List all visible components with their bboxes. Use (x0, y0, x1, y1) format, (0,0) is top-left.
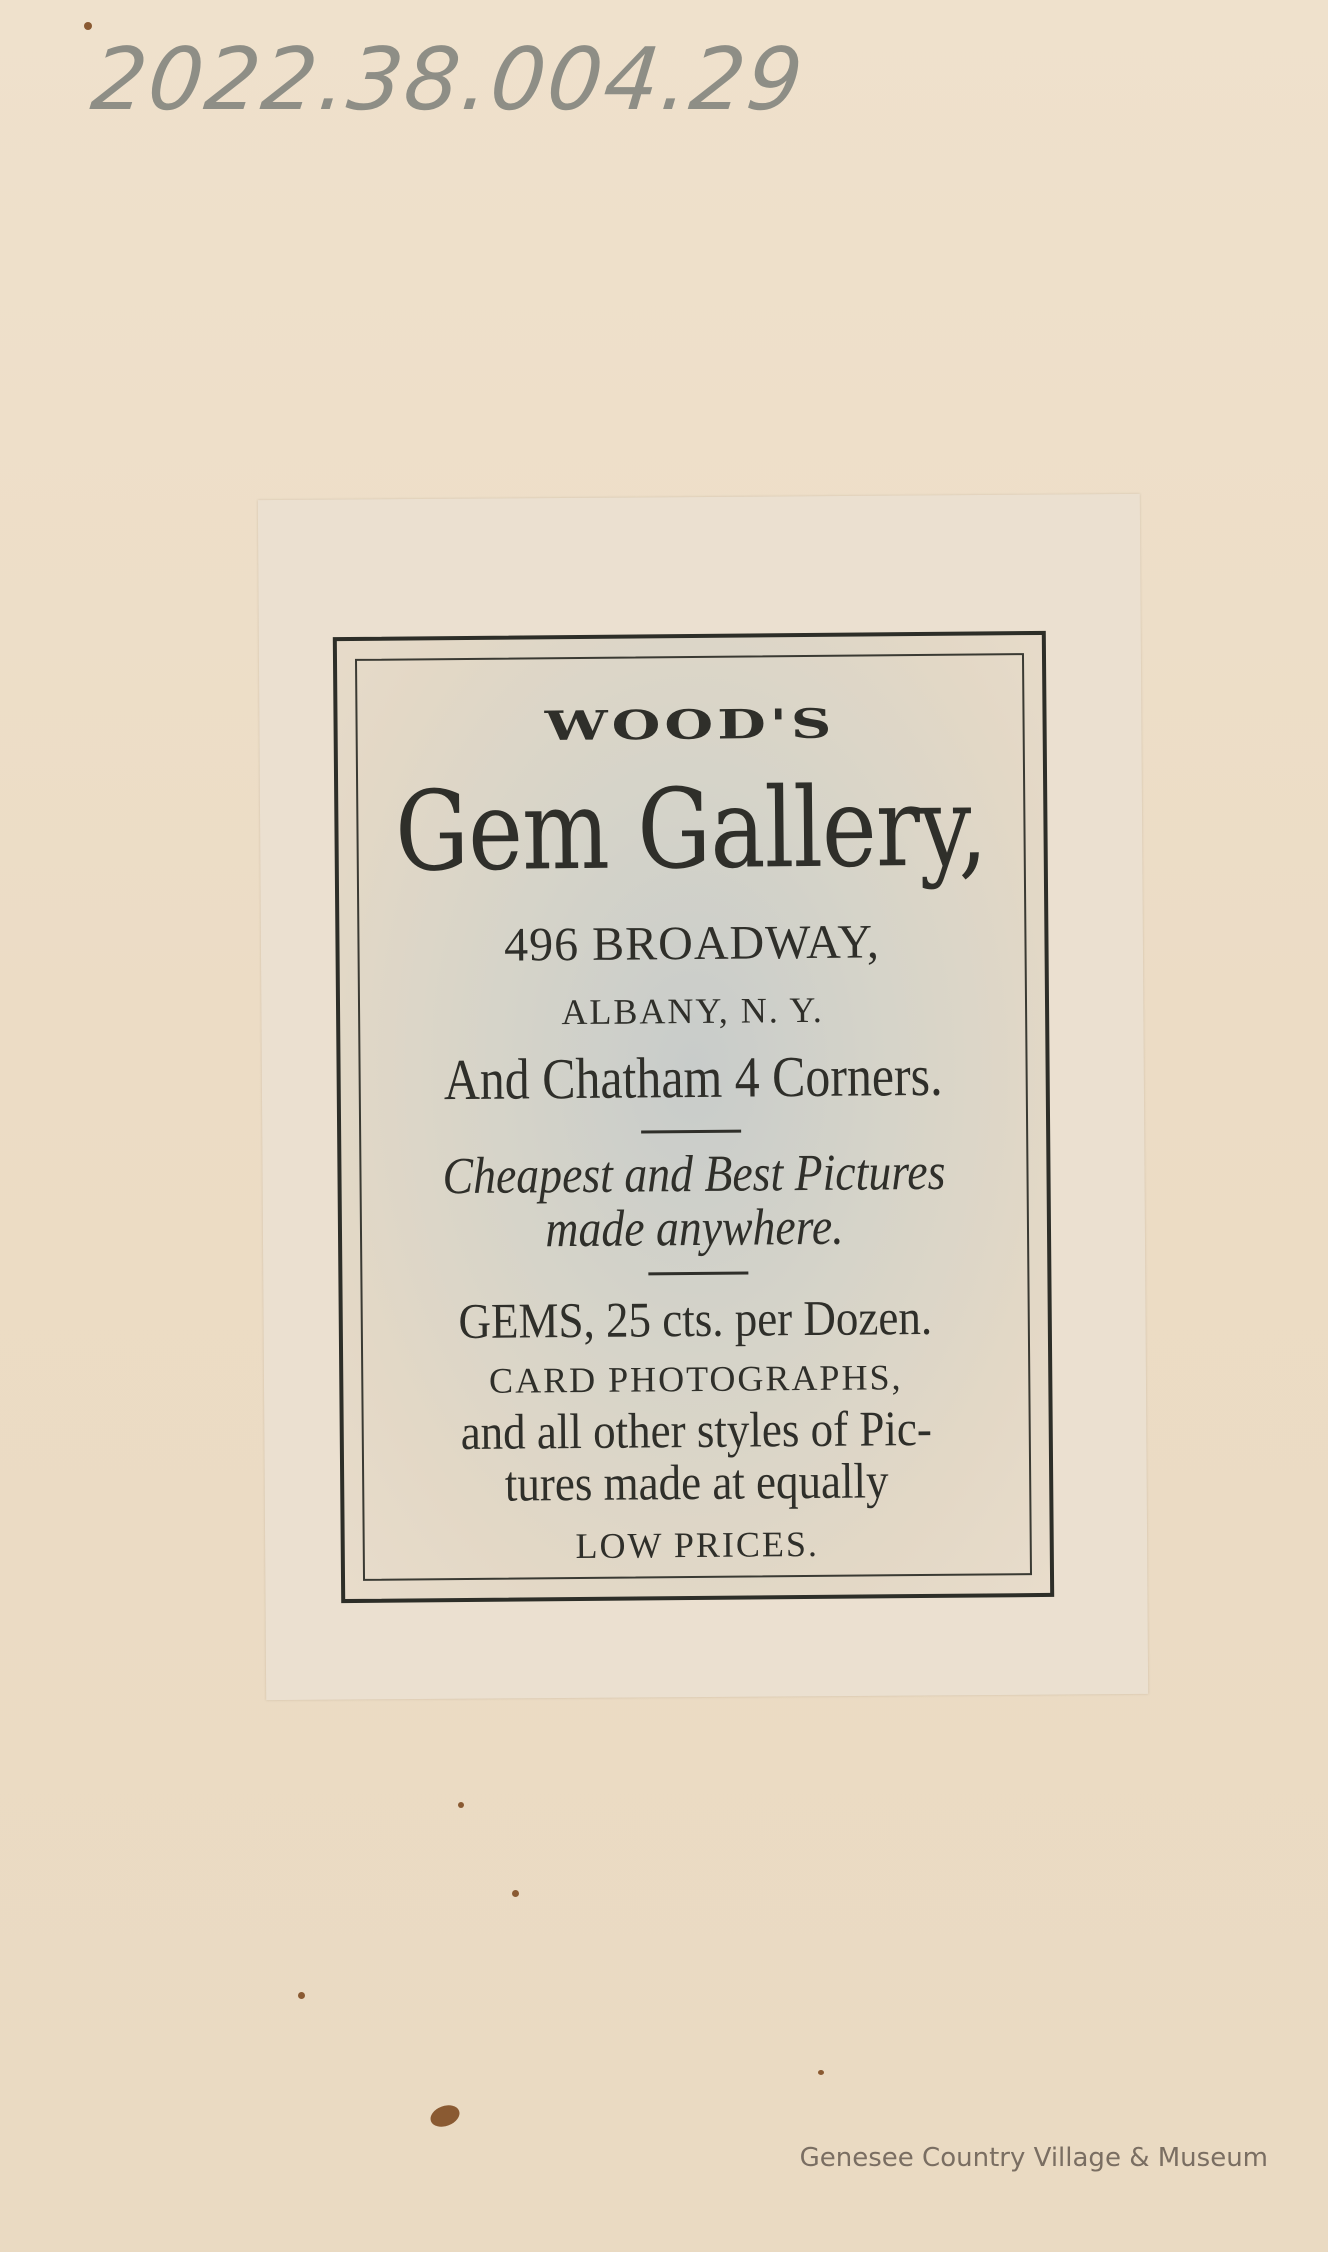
foxing-spot (427, 2101, 462, 2130)
label-text (337, 635, 1042, 1567)
foxing-spot (298, 1992, 305, 1999)
foxing-spot (84, 22, 92, 30)
low-prices: LOW PRICES. (575, 1523, 820, 1567)
second-location: And Chatham 4 Corners. (443, 1042, 943, 1113)
photographer-label (333, 631, 1054, 1603)
other-styles-line-1: and all other styles of Pic- (460, 1399, 933, 1461)
address-city: ALBANY, N. Y. (561, 989, 824, 1033)
museum-watermark: Genesee Country Village & Museum (799, 2143, 1268, 2173)
foxing-spot (818, 2070, 824, 2075)
foxing-spot (512, 1890, 519, 1897)
studio-name-gem-gallery: Gem Gallery, (394, 762, 988, 896)
slogan-line-2: made anywhere. (545, 1198, 844, 1259)
slogan (384, 1145, 1005, 1258)
address-street: 496 BROADWAY, (503, 915, 881, 972)
accession-number: 2022.38.004.29 (86, 30, 810, 130)
foxing-spot (458, 1802, 464, 1808)
other-styles (379, 1401, 1014, 1511)
studio-name-woods: WOOD'S (544, 699, 836, 751)
slogan-line-1: Cheapest and Best Pictures (442, 1143, 946, 1206)
card-photographs: CARD PHOTOGRAPHS, (488, 1357, 903, 1401)
other-styles-line-2: tures made at equally (504, 1452, 889, 1512)
gems-price: GEMS, 25 cts. per Dozen. (458, 1288, 933, 1350)
